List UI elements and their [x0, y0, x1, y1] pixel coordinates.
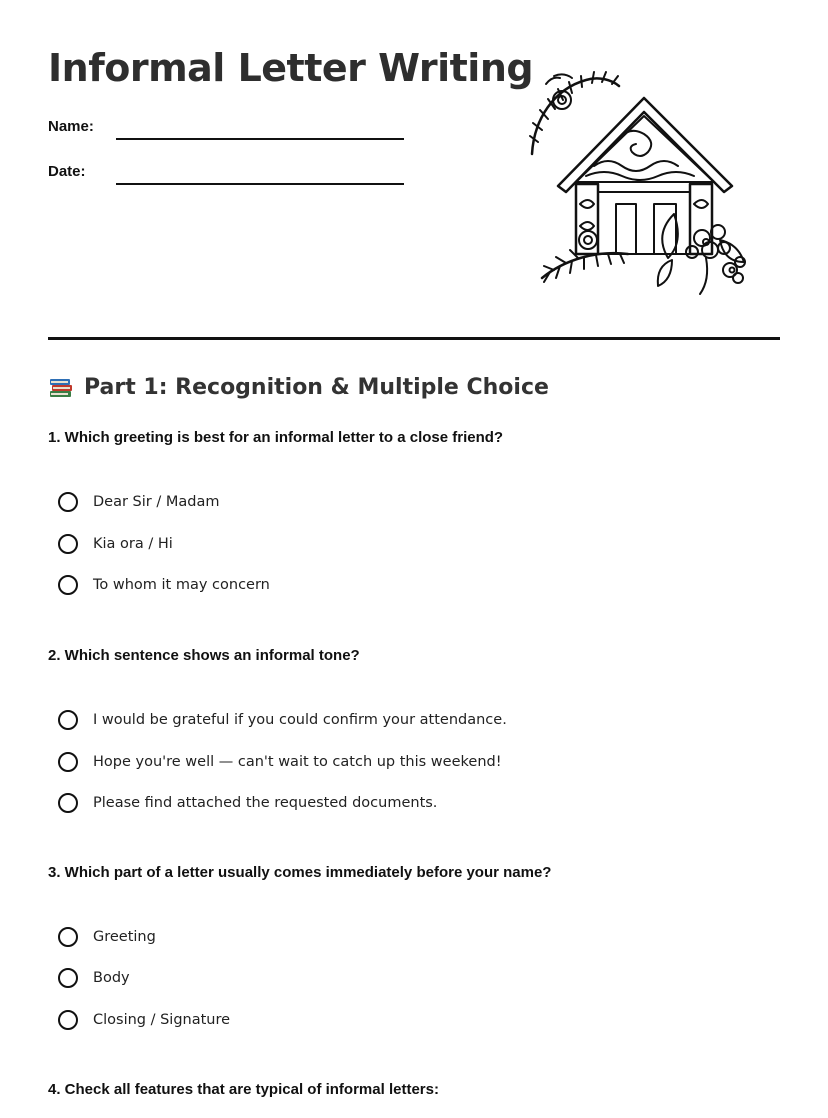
question-3: 3. Which part of a letter usually comes immediately before your name? — [48, 864, 552, 881]
name-label: Name: — [48, 118, 94, 135]
radio-button[interactable] — [58, 1010, 78, 1030]
option-label: Body — [93, 970, 130, 986]
radio-button[interactable] — [58, 793, 78, 813]
q3-option-1[interactable] — [58, 927, 156, 947]
wharenui-with-ferns-illustration — [524, 64, 752, 300]
question-2: 2. Which sentence shows an informal tone? — [48, 647, 360, 664]
radio-button[interactable] — [58, 492, 78, 512]
q2-option-1[interactable] — [58, 710, 507, 730]
option-label: Hope you're well — can't wait to catch up this weekend! — [93, 754, 502, 770]
option-label: I would be grateful if you could confirm your attendance. — [93, 712, 507, 728]
q2-option-2[interactable] — [58, 752, 502, 772]
question-4: 4. Check all features that are typical of informal letters: — [48, 1081, 439, 1098]
part1-title: Part 1: Recognition & Multiple Choice — [84, 374, 549, 400]
date-label: Date: — [48, 163, 86, 180]
books-icon — [48, 374, 74, 400]
q1-option-3[interactable] — [58, 575, 270, 595]
option-label: Greeting — [93, 929, 156, 945]
radio-button[interactable] — [58, 534, 78, 554]
part1-heading — [48, 374, 549, 400]
radio-button[interactable] — [58, 710, 78, 730]
radio-button[interactable] — [58, 752, 78, 772]
worksheet-title: Informal Letter Writing — [48, 46, 534, 90]
q1-option-1[interactable] — [58, 492, 219, 512]
option-label: Dear Sir / Madam — [93, 494, 220, 510]
q1-option-2[interactable] — [58, 534, 173, 554]
radio-button[interactable] — [58, 927, 78, 947]
section-divider — [48, 337, 780, 340]
question-1: 1. Which greeting is best for an informal letter to a close friend? — [48, 429, 504, 446]
q2-option-3[interactable] — [58, 793, 437, 813]
option-label: To whom it may concern — [93, 577, 270, 593]
option-label: Closing / Signature — [93, 1012, 231, 1028]
date-field[interactable] — [116, 183, 404, 185]
q3-option-2[interactable] — [58, 968, 130, 988]
radio-button[interactable] — [58, 968, 78, 988]
name-field[interactable] — [116, 138, 404, 140]
radio-button[interactable] — [58, 575, 78, 595]
option-label: Kia ora / Hi — [93, 536, 173, 552]
option-label: Please find attached the requested documents. — [93, 795, 438, 811]
q3-option-3[interactable] — [58, 1010, 230, 1030]
